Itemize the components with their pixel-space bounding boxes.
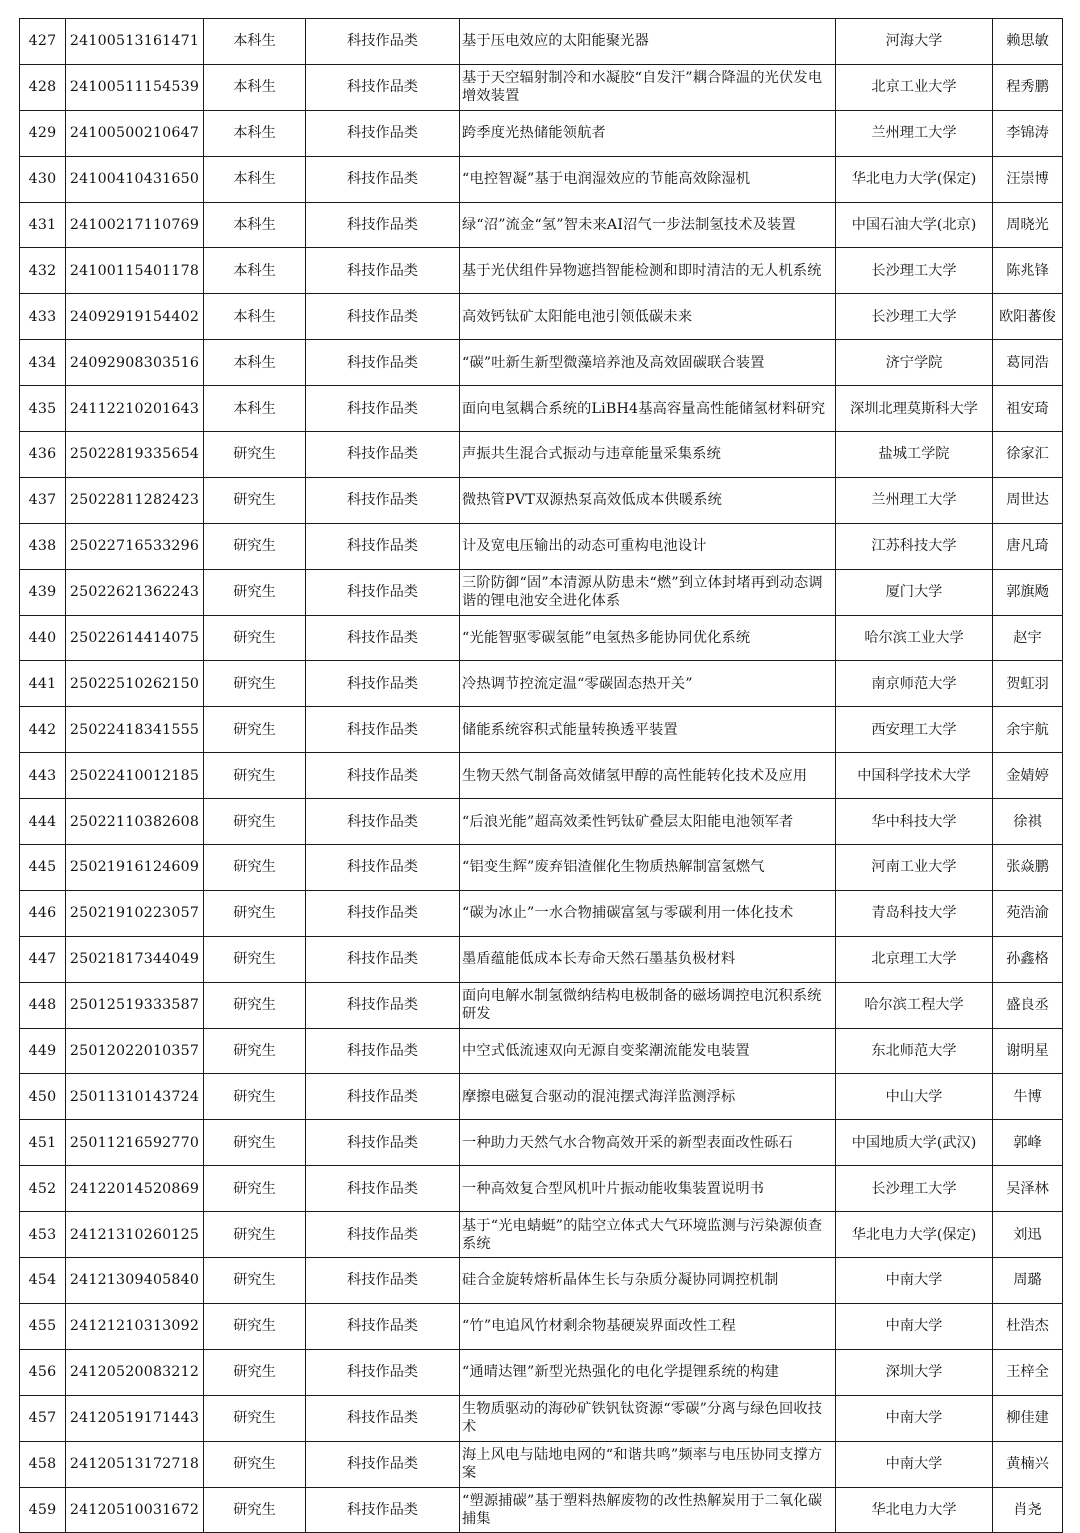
cell-leader-name: 余宇航 [993, 707, 1063, 753]
cell-leader-name: 金婧婷 [993, 753, 1063, 799]
cell-project-id: 25012022010357 [66, 1028, 204, 1074]
cell-leader-name: 贺虹羽 [993, 661, 1063, 707]
cell-number: 431 [20, 202, 66, 248]
cell-project-title: “通晴达锂”新型光热强化的电化学提锂系统的构建 [460, 1349, 836, 1395]
cell-school: 南京师范大学 [836, 661, 993, 707]
cell-project-title: “竹”电追风竹材剩余物基硬炭界面改性工程 [460, 1303, 836, 1349]
cell-project-title: 基于“光电蜻蜓”的陆空立体式大气环境监测与污染源侦查系统 [460, 1212, 836, 1258]
cell-school: 西安理工大学 [836, 707, 993, 753]
cell-project-id: 24100500210647 [66, 110, 204, 156]
cell-category: 科技作品类 [306, 1258, 460, 1304]
cell-number: 435 [20, 386, 66, 432]
cell-number: 440 [20, 615, 66, 661]
cell-student-level: 研究生 [204, 1074, 306, 1120]
cell-student-level: 本科生 [204, 64, 306, 110]
cell-project-title: “塑源捕碳”基于塑料热解废物的改性热解炭用于二氧化碳捕集 [460, 1487, 836, 1533]
cell-student-level: 研究生 [204, 615, 306, 661]
cell-category: 科技作品类 [306, 936, 460, 982]
cell-leader-name: 唐凡琦 [993, 523, 1063, 569]
cell-leader-name: 欧阳蕃俊 [993, 294, 1063, 340]
cell-leader-name: 牛博 [993, 1074, 1063, 1120]
cell-category: 科技作品类 [306, 890, 460, 936]
cell-student-level: 本科生 [204, 386, 306, 432]
cell-number: 451 [20, 1120, 66, 1166]
cell-project-id: 24100217110769 [66, 202, 204, 248]
cell-number: 445 [20, 845, 66, 891]
cell-leader-name: 周世达 [993, 477, 1063, 523]
cell-number: 457 [20, 1395, 66, 1441]
table-row [20, 1487, 1063, 1533]
cell-student-level: 本科生 [204, 110, 306, 156]
cell-project-title: 三阶防御“固”本清源从防患未“燃”到立体封堵再到动态调谐的锂电池安全进化体系 [460, 569, 836, 615]
cell-school: 哈尔滨工业大学 [836, 615, 993, 661]
cell-number: 433 [20, 294, 66, 340]
table-row [20, 1212, 1063, 1258]
cell-project-title: 一种助力天然气水合物高效开采的新型表面改性砾石 [460, 1120, 836, 1166]
cell-project-id: 24120510031672 [66, 1487, 204, 1533]
cell-number: 439 [20, 569, 66, 615]
cell-category: 科技作品类 [306, 64, 460, 110]
table-row [20, 845, 1063, 891]
cell-student-level: 研究生 [204, 1303, 306, 1349]
cell-number: 458 [20, 1441, 66, 1487]
cell-school: 中国地质大学(武汉) [836, 1120, 993, 1166]
cell-leader-name: 葛同浩 [993, 340, 1063, 386]
table-row [20, 1349, 1063, 1395]
cell-project-title: 高效钙钛矿太阳能电池引领低碳未来 [460, 294, 836, 340]
cell-project-id: 25022510262150 [66, 661, 204, 707]
cell-project-id: 24120513172718 [66, 1441, 204, 1487]
cell-category: 科技作品类 [306, 1441, 460, 1487]
cell-leader-name: 祖安琦 [993, 386, 1063, 432]
cell-student-level: 研究生 [204, 799, 306, 845]
cell-school: 深圳大学 [836, 1349, 993, 1395]
cell-project-title: 绿“沼”流金“氢”智未来AI沼气一步法制氢技术及装置 [460, 202, 836, 248]
cell-leader-name: 谢明星 [993, 1028, 1063, 1074]
cell-student-level: 研究生 [204, 982, 306, 1028]
cell-leader-name: 刘迅 [993, 1212, 1063, 1258]
cell-school: 华中科技大学 [836, 799, 993, 845]
cell-number: 452 [20, 1166, 66, 1212]
cell-project-title: 基于天空辐射制冷和水凝胶“自发汗”耦合降温的光伏发电增效装置 [460, 64, 836, 110]
cell-category: 科技作品类 [306, 799, 460, 845]
cell-leader-name: 孙鑫格 [993, 936, 1063, 982]
cell-project-id: 25022819335654 [66, 432, 204, 478]
cell-project-title: 计及宽电压输出的动态可重构电池设计 [460, 523, 836, 569]
cell-number: 429 [20, 110, 66, 156]
table-row [20, 19, 1063, 65]
cell-student-level: 本科生 [204, 340, 306, 386]
cell-project-title: 海上风电与陆地电网的“和谐共鸣”频率与电压协同支撑方案 [460, 1441, 836, 1487]
cell-leader-name: 周晓光 [993, 202, 1063, 248]
cell-student-level: 本科生 [204, 202, 306, 248]
cell-project-title: “电控智凝”基于电润湿效应的节能高效除湿机 [460, 156, 836, 202]
cell-category: 科技作品类 [306, 386, 460, 432]
table-row [20, 982, 1063, 1028]
cell-project-title: 硅合金旋转熔析晶体生长与杂质分凝协同调控机制 [460, 1258, 836, 1304]
cell-school: 中南大学 [836, 1258, 993, 1304]
table-row [20, 569, 1063, 615]
cell-school: 青岛科技大学 [836, 890, 993, 936]
table-row [20, 1074, 1063, 1120]
results-table [19, 18, 1063, 1533]
table-row [20, 202, 1063, 248]
table-row [20, 890, 1063, 936]
table-row [20, 936, 1063, 982]
cell-category: 科技作品类 [306, 1028, 460, 1074]
cell-leader-name: 杜浩杰 [993, 1303, 1063, 1349]
cell-leader-name: 苑浩渝 [993, 890, 1063, 936]
cell-number: 448 [20, 982, 66, 1028]
cell-leader-name: 吴泽林 [993, 1166, 1063, 1212]
cell-student-level: 研究生 [204, 890, 306, 936]
cell-category: 科技作品类 [306, 477, 460, 523]
cell-category: 科技作品类 [306, 1349, 460, 1395]
cell-leader-name: 赵宇 [993, 615, 1063, 661]
cell-student-level: 研究生 [204, 569, 306, 615]
cell-school: 长沙理工大学 [836, 294, 993, 340]
cell-project-id: 25022716533296 [66, 523, 204, 569]
cell-category: 科技作品类 [306, 753, 460, 799]
cell-leader-name: 李锦涛 [993, 110, 1063, 156]
cell-project-id: 24120520083212 [66, 1349, 204, 1395]
cell-category: 科技作品类 [306, 1074, 460, 1120]
table-body [20, 19, 1063, 1533]
cell-number: 459 [20, 1487, 66, 1533]
table-row [20, 1258, 1063, 1304]
cell-category: 科技作品类 [306, 1120, 460, 1166]
cell-student-level: 研究生 [204, 936, 306, 982]
cell-school: 中南大学 [836, 1441, 993, 1487]
cell-project-title: 储能系统容积式能量转换透平装置 [460, 707, 836, 753]
cell-category: 科技作品类 [306, 1166, 460, 1212]
table-row [20, 1028, 1063, 1074]
cell-number: 450 [20, 1074, 66, 1120]
cell-project-id: 25022811282423 [66, 477, 204, 523]
cell-project-title: 一种高效复合型风机叶片振动能收集装置说明书 [460, 1166, 836, 1212]
table-row [20, 110, 1063, 156]
cell-project-id: 25012519333587 [66, 982, 204, 1028]
cell-category: 科技作品类 [306, 982, 460, 1028]
cell-category: 科技作品类 [306, 202, 460, 248]
cell-project-id: 24100511154539 [66, 64, 204, 110]
cell-project-id: 24121309405840 [66, 1258, 204, 1304]
cell-school: 北京工业大学 [836, 64, 993, 110]
table-row [20, 1395, 1063, 1441]
table-row [20, 432, 1063, 478]
cell-student-level: 研究生 [204, 1487, 306, 1533]
cell-number: 446 [20, 890, 66, 936]
cell-student-level: 研究生 [204, 1120, 306, 1166]
cell-student-level: 研究生 [204, 1166, 306, 1212]
cell-leader-name: 赖思敏 [993, 19, 1063, 65]
cell-project-id: 25022110382608 [66, 799, 204, 845]
cell-category: 科技作品类 [306, 340, 460, 386]
cell-project-title: 中空式低流速双向无源自变桨潮流能发电装置 [460, 1028, 836, 1074]
cell-number: 430 [20, 156, 66, 202]
results-sheet [19, 18, 1062, 1533]
cell-student-level: 研究生 [204, 1258, 306, 1304]
cell-category: 科技作品类 [306, 248, 460, 294]
cell-category: 科技作品类 [306, 294, 460, 340]
cell-project-id: 25022614414075 [66, 615, 204, 661]
cell-category: 科技作品类 [306, 523, 460, 569]
cell-leader-name: 汪崇博 [993, 156, 1063, 202]
table-row [20, 615, 1063, 661]
cell-leader-name: 盛良丞 [993, 982, 1063, 1028]
cell-number: 427 [20, 19, 66, 65]
cell-project-id: 24100115401178 [66, 248, 204, 294]
cell-student-level: 研究生 [204, 1028, 306, 1074]
cell-number: 455 [20, 1303, 66, 1349]
cell-project-title: 摩擦电磁复合驱动的混沌摆式海洋监测浮标 [460, 1074, 836, 1120]
table-row [20, 477, 1063, 523]
cell-project-id: 25011310143724 [66, 1074, 204, 1120]
cell-project-id: 24120519171443 [66, 1395, 204, 1441]
cell-school: 兰州理工大学 [836, 110, 993, 156]
cell-project-id: 24112210201643 [66, 386, 204, 432]
cell-school: 兰州理工大学 [836, 477, 993, 523]
cell-number: 454 [20, 1258, 66, 1304]
cell-leader-name: 郭旗飏 [993, 569, 1063, 615]
cell-student-level: 研究生 [204, 523, 306, 569]
cell-leader-name: 张焱鹏 [993, 845, 1063, 891]
cell-project-title: 微热管PVT双源热泵高效低成本供暖系统 [460, 477, 836, 523]
cell-category: 科技作品类 [306, 1395, 460, 1441]
cell-number: 437 [20, 477, 66, 523]
cell-student-level: 研究生 [204, 753, 306, 799]
table-row [20, 799, 1063, 845]
cell-student-level: 研究生 [204, 1349, 306, 1395]
cell-student-level: 本科生 [204, 294, 306, 340]
cell-school: 济宁学院 [836, 340, 993, 386]
cell-leader-name: 徐祺 [993, 799, 1063, 845]
cell-leader-name: 柳佳建 [993, 1395, 1063, 1441]
cell-project-id: 25011216592770 [66, 1120, 204, 1166]
cell-number: 447 [20, 936, 66, 982]
cell-school: 深圳北理莫斯科大学 [836, 386, 993, 432]
cell-school: 江苏科技大学 [836, 523, 993, 569]
cell-project-title: 生物天然气制备高效储氢甲醇的高性能转化技术及应用 [460, 753, 836, 799]
cell-leader-name: 肖尧 [993, 1487, 1063, 1533]
cell-leader-name: 黄楠兴 [993, 1441, 1063, 1487]
cell-category: 科技作品类 [306, 1303, 460, 1349]
cell-number: 443 [20, 753, 66, 799]
cell-project-title: 基于光伏组件异物遮挡智能检测和即时清洁的无人机系统 [460, 248, 836, 294]
cell-school: 北京理工大学 [836, 936, 993, 982]
cell-project-id: 25021817344049 [66, 936, 204, 982]
cell-project-title: 面向电解水制氢微纳结构电极制备的磁场调控电沉积系统研发 [460, 982, 836, 1028]
cell-school: 中山大学 [836, 1074, 993, 1120]
cell-school: 长沙理工大学 [836, 1166, 993, 1212]
cell-project-id: 24092908303516 [66, 340, 204, 386]
cell-project-title: 面向电氢耦合系统的LiBH4基高容量高性能储氢材料研究 [460, 386, 836, 432]
cell-school: 长沙理工大学 [836, 248, 993, 294]
cell-project-id: 24122014520869 [66, 1166, 204, 1212]
table-row [20, 64, 1063, 110]
cell-category: 科技作品类 [306, 156, 460, 202]
cell-number: 449 [20, 1028, 66, 1074]
cell-student-level: 研究生 [204, 1441, 306, 1487]
cell-category: 科技作品类 [306, 615, 460, 661]
cell-project-title: “光能智驱零碳氢能”电氢热多能协同优化系统 [460, 615, 836, 661]
cell-project-id: 24100513161471 [66, 19, 204, 65]
table-row [20, 294, 1063, 340]
cell-school: 中国石油大学(北京) [836, 202, 993, 248]
cell-school: 华北电力大学 [836, 1487, 993, 1533]
cell-project-id: 25021916124609 [66, 845, 204, 891]
cell-number: 438 [20, 523, 66, 569]
cell-project-title: “碳”吐新生新型微藻培养池及高效固碳联合装置 [460, 340, 836, 386]
cell-school: 中南大学 [836, 1395, 993, 1441]
cell-number: 428 [20, 64, 66, 110]
cell-school: 河南工业大学 [836, 845, 993, 891]
cell-school: 华北电力大学(保定) [836, 1212, 993, 1258]
cell-project-title: “铝变生辉”废弃铝渣催化生物质热解制富氢燃气 [460, 845, 836, 891]
cell-project-id: 24092919154402 [66, 294, 204, 340]
cell-category: 科技作品类 [306, 1212, 460, 1258]
cell-project-title: 墨盾蕴能低成本长寿命天然石墨基负极材料 [460, 936, 836, 982]
cell-project-title: 跨季度光热储能领航者 [460, 110, 836, 156]
cell-school: 中南大学 [836, 1303, 993, 1349]
cell-number: 442 [20, 707, 66, 753]
cell-number: 453 [20, 1212, 66, 1258]
cell-number: 436 [20, 432, 66, 478]
table-row [20, 1166, 1063, 1212]
cell-category: 科技作品类 [306, 432, 460, 478]
cell-leader-name: 王梓全 [993, 1349, 1063, 1395]
cell-number: 444 [20, 799, 66, 845]
cell-student-level: 研究生 [204, 661, 306, 707]
cell-project-title: 冷热调节控流定温“零碳固态热开关” [460, 661, 836, 707]
cell-category: 科技作品类 [306, 661, 460, 707]
table-row [20, 661, 1063, 707]
cell-category: 科技作品类 [306, 1487, 460, 1533]
cell-leader-name: 周璐 [993, 1258, 1063, 1304]
cell-project-id: 25022410012185 [66, 753, 204, 799]
cell-leader-name: 徐家汇 [993, 432, 1063, 478]
table-row [20, 753, 1063, 799]
cell-student-level: 研究生 [204, 1212, 306, 1258]
cell-school: 东北师范大学 [836, 1028, 993, 1074]
cell-student-level: 本科生 [204, 19, 306, 65]
cell-student-level: 研究生 [204, 845, 306, 891]
table-row [20, 523, 1063, 569]
cell-number: 434 [20, 340, 66, 386]
cell-student-level: 研究生 [204, 707, 306, 753]
cell-school: 盐城工学院 [836, 432, 993, 478]
cell-project-id: 25022418341555 [66, 707, 204, 753]
cell-student-level: 研究生 [204, 432, 306, 478]
cell-school: 中国科学技术大学 [836, 753, 993, 799]
table-row [20, 340, 1063, 386]
table-row [20, 386, 1063, 432]
cell-project-id: 25021910223057 [66, 890, 204, 936]
table-row [20, 1441, 1063, 1487]
cell-student-level: 研究生 [204, 1395, 306, 1441]
table-row [20, 156, 1063, 202]
cell-number: 441 [20, 661, 66, 707]
cell-category: 科技作品类 [306, 845, 460, 891]
cell-project-id: 24100410431650 [66, 156, 204, 202]
cell-project-title: “碳为冰止”一水合物捕碳富氢与零碳利用一体化技术 [460, 890, 836, 936]
cell-student-level: 本科生 [204, 156, 306, 202]
table-row [20, 1120, 1063, 1166]
cell-student-level: 研究生 [204, 477, 306, 523]
cell-student-level: 本科生 [204, 248, 306, 294]
cell-category: 科技作品类 [306, 110, 460, 156]
cell-school: 哈尔滨工程大学 [836, 982, 993, 1028]
table-row [20, 1303, 1063, 1349]
cell-project-id: 24121210313092 [66, 1303, 204, 1349]
cell-project-id: 24121310260125 [66, 1212, 204, 1258]
cell-category: 科技作品类 [306, 707, 460, 753]
cell-project-id: 25022621362243 [66, 569, 204, 615]
cell-number: 456 [20, 1349, 66, 1395]
cell-project-title: “后浪光能”超高效柔性钙钛矿叠层太阳能电池领军者 [460, 799, 836, 845]
cell-number: 432 [20, 248, 66, 294]
cell-leader-name: 程秀鹏 [993, 64, 1063, 110]
cell-project-title: 生物质驱动的海砂矿铁钒钛资源“零碳”分离与绿色回收技术 [460, 1395, 836, 1441]
cell-leader-name: 郭峰 [993, 1120, 1063, 1166]
cell-leader-name: 陈兆锋 [993, 248, 1063, 294]
cell-school: 华北电力大学(保定) [836, 156, 993, 202]
table-row [20, 248, 1063, 294]
cell-school: 河海大学 [836, 19, 993, 65]
cell-category: 科技作品类 [306, 569, 460, 615]
table-row [20, 707, 1063, 753]
cell-project-title: 声振共生混合式振动与违章能量采集系统 [460, 432, 836, 478]
cell-project-title: 基于压电效应的太阳能聚光器 [460, 19, 836, 65]
cell-school: 厦门大学 [836, 569, 993, 615]
cell-category: 科技作品类 [306, 19, 460, 65]
